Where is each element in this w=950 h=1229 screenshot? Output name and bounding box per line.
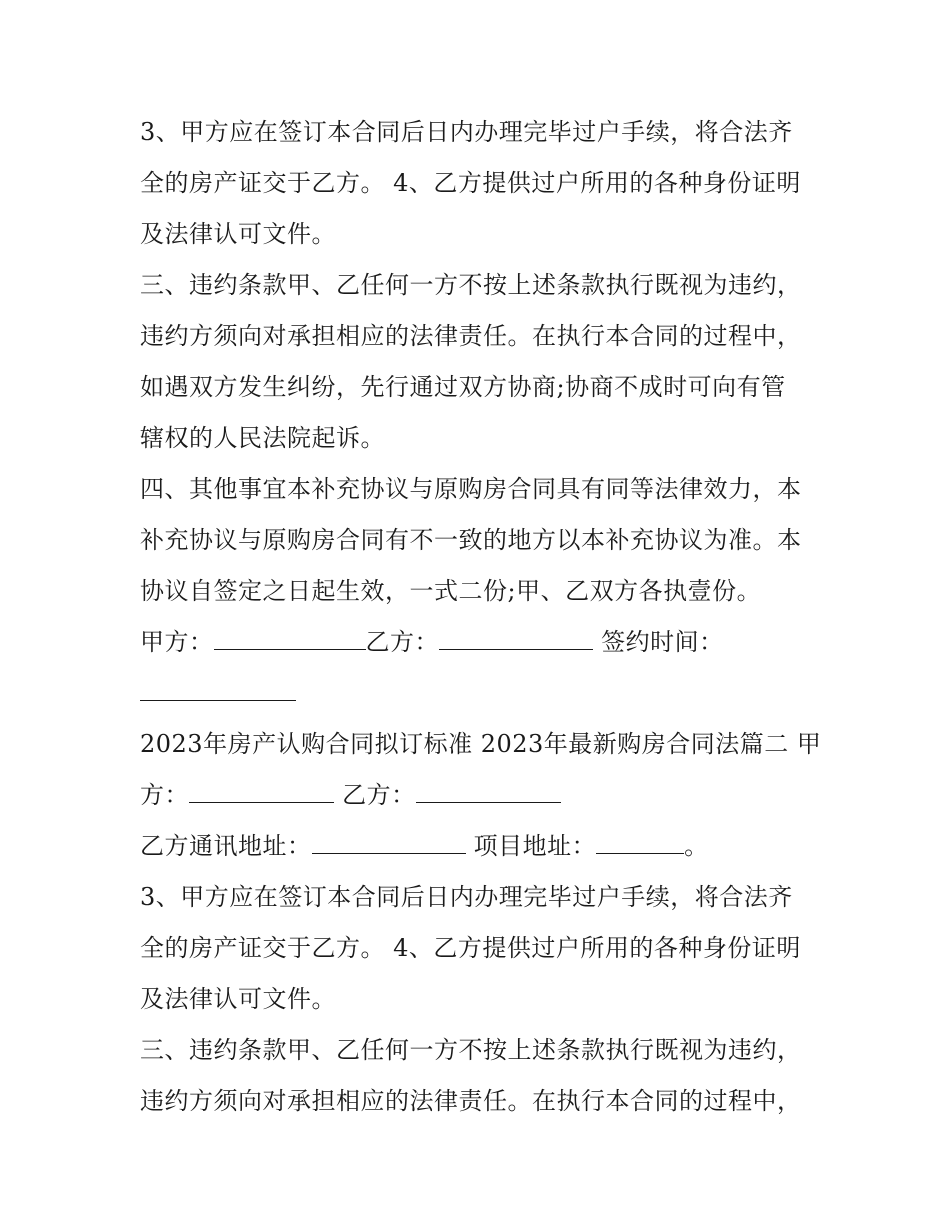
- project-label: 项目地址：: [473, 832, 597, 860]
- sign-time-label: 签约时间：: [601, 628, 724, 656]
- party-a-label: 甲方：: [140, 628, 214, 656]
- period: 。: [684, 832, 709, 860]
- party-a-blank: [214, 629, 366, 650]
- party-b-label: 乙方：: [342, 781, 416, 809]
- document-body: [140, 107, 820, 1127]
- address-label: 乙方通讯地址：: [140, 832, 312, 860]
- paragraph-line: 协议自签定之日起生效，一式二份;甲、乙双方各执壹份。: [140, 577, 762, 605]
- party-b-blank: [439, 629, 593, 650]
- paragraph-line: 三、违约条款甲、乙任何一方不按上述条款执行既视为违约，: [140, 271, 802, 299]
- paragraph-line: 四、其他事宜本补充协议与原购房合同具有同等法律效力，本: [140, 475, 802, 503]
- paragraph-line: 全的房产证交于乙方。 4、乙方提供过户所用的各种身份证明: [140, 934, 801, 962]
- address-line: [140, 821, 820, 872]
- paragraph-line: 全的房产证交于乙方。 4、乙方提供过户所用的各种身份证明: [140, 169, 801, 197]
- party-a-blank: [189, 782, 334, 803]
- paragraph-line: 补充协议与原购房合同有不一致的地方以本补充协议为准。本: [140, 526, 802, 554]
- party-a-label: 方：: [140, 781, 189, 809]
- paragraph-line: 三、违约条款甲、乙任何一方不按上述条款执行既视为违约，: [140, 1036, 802, 1064]
- address-blank: [312, 833, 466, 854]
- paragraph-line: 违约方须向对承担相应的法律责任。在执行本合同的过程中，: [140, 1087, 802, 1115]
- party-b-blank: [416, 782, 561, 803]
- section-title-line: 2023年房产认购合同拟订标准 2023年最新购房合同法篇二 甲: [140, 730, 822, 758]
- signature-line: [140, 617, 820, 668]
- paragraph-line: 3、甲方应在签订本合同后日内办理完毕过户手续，将合法齐: [140, 883, 793, 911]
- paragraph-line: 违约方须向对承担相应的法律责任。在执行本合同的过程中，: [140, 322, 802, 350]
- sign-time-blank: [140, 680, 296, 701]
- paragraph-line: 辖权的人民法院起诉。: [140, 424, 385, 452]
- paragraph-line: 如遇双方发生纠纷，先行通过双方协商;协商不成时可向有管: [140, 373, 786, 401]
- signature-line: [140, 668, 820, 719]
- paragraph-line: 及法律认可文件。: [140, 985, 336, 1013]
- party-b-label: 乙方：: [365, 628, 439, 656]
- paragraph-line: 及法律认可文件。: [140, 220, 336, 248]
- project-blank: [596, 833, 684, 854]
- paragraph-line: 3、甲方应在签订本合同后日内办理完毕过户手续，将合法齐: [140, 118, 793, 146]
- party-line: [140, 770, 820, 821]
